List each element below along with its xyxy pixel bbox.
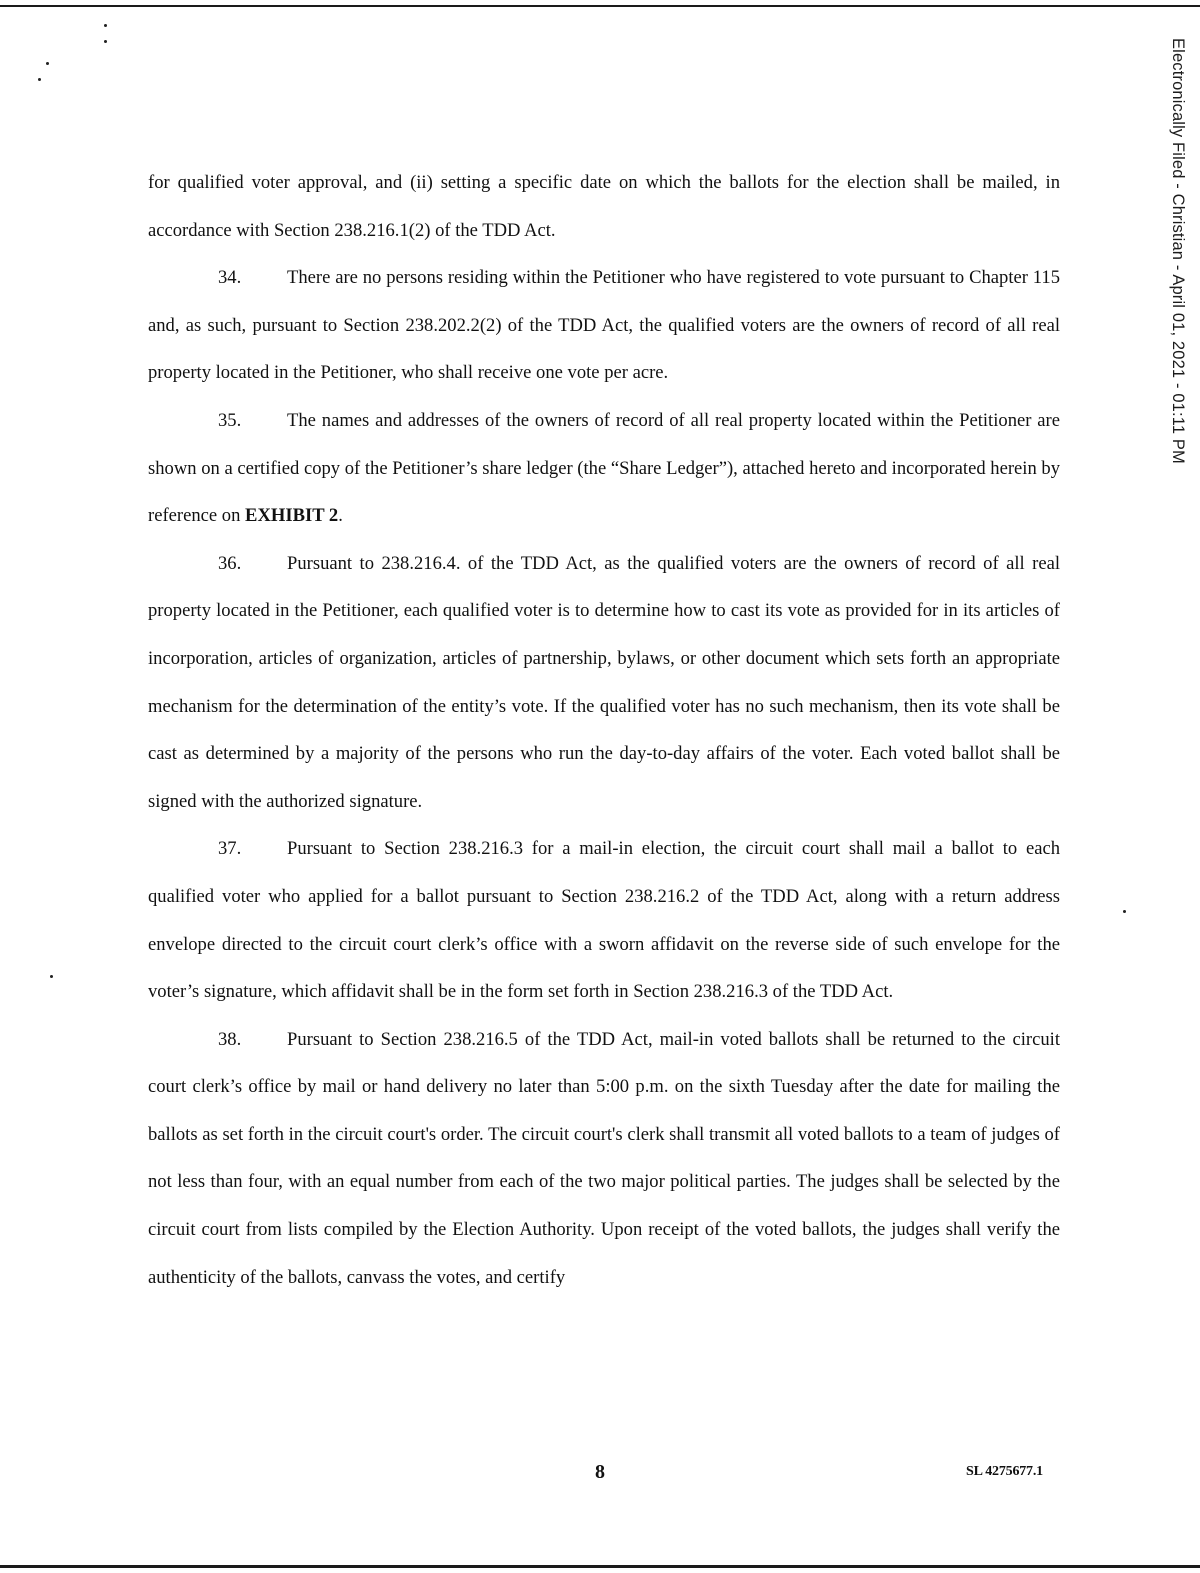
paragraph-35 — [148, 397, 1060, 540]
document-body — [148, 159, 1060, 1301]
scan-speck — [104, 24, 107, 27]
top-scan-border — [0, 5, 1200, 7]
paragraph-34 — [148, 254, 1060, 397]
page-number: 8 — [595, 1461, 605, 1483]
paragraph-number: 36. — [218, 552, 242, 574]
paragraph-text: There are no persons residing within the Petitioner who have registered to vote pursuant to Chapter 115 and, as such, pursuant to Section 238.202.2(2) of the TDD Act, the qualified voters are the owners of record of all real property located in the Petitioner, who shall receive one vote per acre. — [148, 267, 1060, 384]
paragraph-36 — [148, 540, 1060, 826]
paragraph-text: The names and addresses of the owners of record of all real property located within the Petitioner are shown on a certified copy of the Petitioner’s share ledger (the “Share Ledger”), attached hereto and incorporated herein by reference on — [148, 409, 1060, 527]
scan-speck — [50, 975, 53, 978]
paragraph-number: 35. — [218, 409, 242, 431]
scan-speck — [38, 78, 41, 81]
continued-paragraph: for qualified voter approval, and (ii) setting a specific date on which the ballots for the election shall be mailed, in accordance with Section 238.216.1(2) of the TDD Act. — [148, 172, 1060, 241]
document-id: SL 4275677.1 — [966, 1464, 1043, 1479]
paragraph-37 — [148, 825, 1060, 1015]
paragraph-number: 37. — [218, 838, 242, 860]
paragraph-number: 38. — [218, 1028, 242, 1050]
paragraph-number: 34. — [218, 267, 242, 289]
paragraph-38 — [148, 1016, 1060, 1302]
paragraph-text: Pursuant to 238.216.4. of the TDD Act, as the qualified voters are the owners of record of all real property located in the Petitioner, each qualified voter is to determine how to cast its vote as provided for in its articles of incorporation, articles of organization, articles of partnership, bylaws, or other document which sets forth an appropriate mechanism for the determination of the entity’s vote. If the qualified voter has no such mechanism, then its vote shall be cast as determined by a majority of the persons who run the day-to-day affairs of the voter. Each voted ballot shall be signed with the authorized signature. — [148, 552, 1060, 812]
bottom-scan-border — [0, 1565, 1200, 1568]
paragraph-text: Pursuant to Section 238.216.3 for a mail-in election, the circuit court shall mail a ballot to each qualified voter who applied for a ballot pursuant to Section 238.216.2 of the TDD Act, along with a return address envelope directed to the circuit court clerk’s office with a sworn affidavit on the reverse side of such envelope for the voter’s signature, which affidavit shall be in the form set forth in Section 238.216.3 of the TDD Act. — [148, 838, 1060, 1003]
paragraph-text: Pursuant to Section 238.216.5 of the TDD Act, mail-in voted ballots shall be returned to the circuit court clerk’s office by mail or hand delivery no later than 5:00 p.m. on the sixth Tuesday after the date for mailing the ballots as set forth in the circuit court's order. The circuit court's clerk shall transmit all voted ballots to a team of judges of not less than four, with an equal number from each of the two major political parties. The judges shall be selected by the circuit court from lists compiled by the Election Authority. Upon receipt of the voted ballots, the judges shall verify the authenticity of the ballots, canvass the votes, and certify — [148, 1028, 1060, 1288]
exhibit-reference: EXHIBIT 2 — [245, 505, 339, 527]
scan-speck — [1123, 910, 1126, 913]
scan-speck — [104, 40, 107, 43]
paragraph-tail: . — [338, 505, 343, 527]
scan-speck — [46, 62, 49, 65]
electronic-filing-stamp: Electronically Filed - Christian - April 01, 2021 - 01:11 PM — [1169, 38, 1187, 464]
